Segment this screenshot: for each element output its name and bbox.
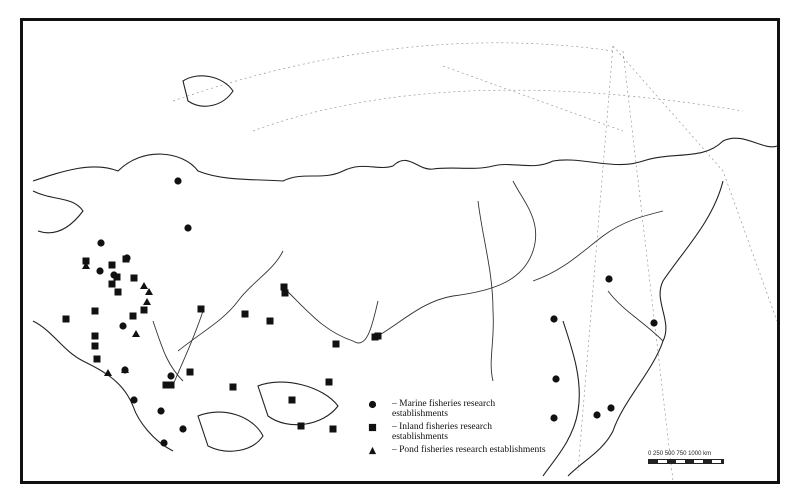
legend-pond-label: – Pond fisheries research establishments [392,445,546,455]
pond-marker [145,288,153,295]
inland-marker [131,275,138,282]
inland-marker [326,379,333,386]
scale-tick-4: 1000 km [688,451,712,457]
marine-marker [550,414,557,421]
marine-marker [593,411,600,418]
marine-marker [174,177,181,184]
inland-marker [130,313,137,320]
markers-layer [63,177,658,446]
pond-marker [132,330,140,337]
map-frame [20,18,780,484]
inland-marker [281,284,288,291]
marine-marker [184,224,191,231]
inland-marker [92,343,99,350]
marine-marker [605,275,612,282]
inland-marker [198,306,205,313]
inland-marker [109,262,116,269]
legend-marine [366,399,546,419]
marine-marker [607,404,614,411]
scale-tick-2: 500 [664,451,675,457]
inland-marker [230,384,237,391]
inland-marker [282,290,289,297]
inland-marker [94,356,101,363]
circle-marker-icon [368,400,377,409]
inland-marker [63,316,70,323]
legend-inland [366,422,546,442]
marine-marker [550,315,557,322]
scale-bar-graphic [648,459,724,464]
inland-marker [333,341,340,348]
marine-marker [96,267,103,274]
square-marker-icon [368,423,377,432]
marine-marker [157,407,164,414]
scale-tick-1: 250 [653,451,664,457]
map-legend [366,399,546,458]
marine-marker [130,396,137,403]
inland-marker [168,382,175,389]
scale-tick-3: 750 [676,451,687,457]
inland-marker [298,423,305,430]
inland-marker [267,318,274,325]
marine-marker [97,239,104,246]
inland-marker [187,369,194,376]
triangle-marker-icon [368,446,377,455]
pond-marker [143,298,151,305]
inland-marker [372,334,379,341]
legend-pond [366,445,546,455]
pond-marker [104,369,112,376]
marine-marker [160,439,167,446]
marine-marker [179,425,186,432]
inland-marker [141,307,148,314]
inland-marker [123,256,130,263]
legend-marine-label: – Marine fisheries research establishments [392,399,496,419]
legend-inland-label: – Inland fisheries research establishments [392,422,492,442]
inland-marker [92,333,99,340]
inland-marker [92,308,99,315]
inland-marker [330,426,337,433]
marine-marker [119,322,126,329]
inland-marker [109,281,116,288]
rivers [153,181,663,385]
inland-marker [289,397,296,404]
marine-marker [650,319,657,326]
marine-marker [167,372,174,379]
pond-marker [140,282,148,289]
marine-marker [552,375,559,382]
inland-marker [242,311,249,318]
scale-bar [648,451,724,464]
scale-tick-0: 0 [648,451,652,457]
inland-marker [115,289,122,296]
inland-marker [114,274,121,281]
